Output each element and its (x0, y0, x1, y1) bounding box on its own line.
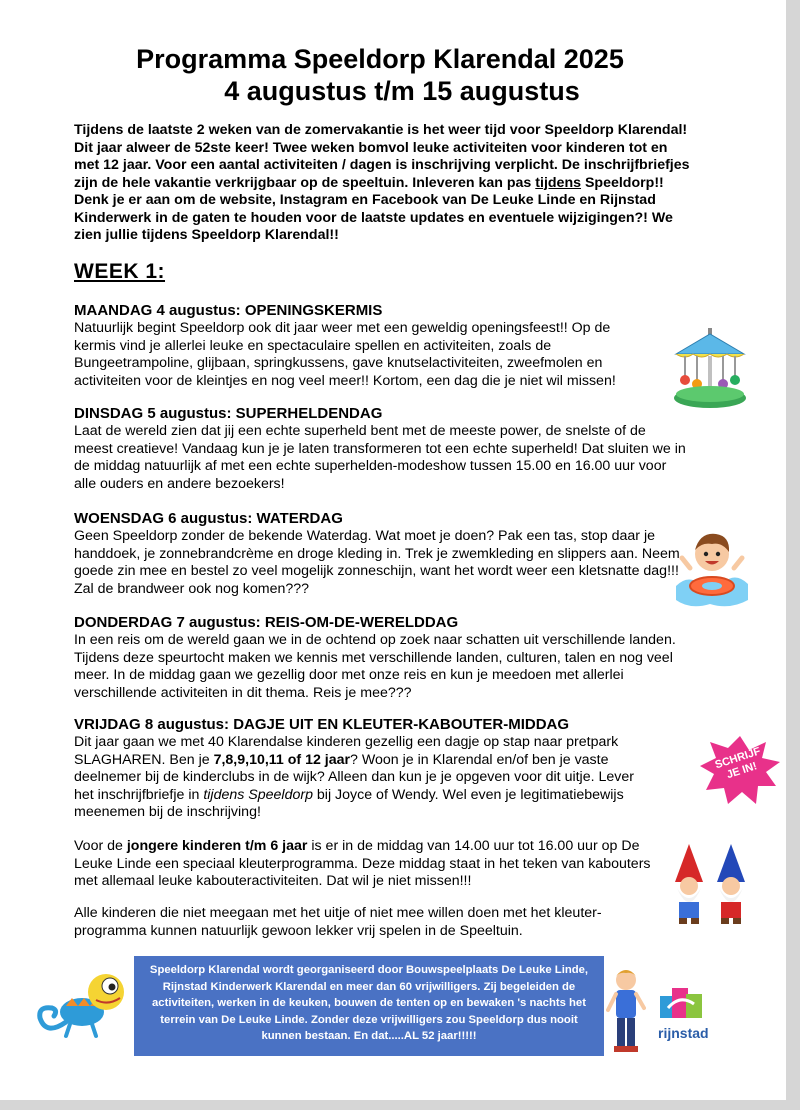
signup-stamp-text: SCHRIJF JE IN! (713, 745, 763, 782)
kleuter-paragraph: Voor de jongere kinderen t/m 6 jaar is er in de middag van 14.00 uur tot 16.00 uur op De Leuke Linde een speciaal kleuterprogramma. Deze middag staat in het teken van kabouters met allemaal leuke kabouteractiviteiten. Dat wil je niet missen!!! (74, 838, 651, 889)
day-heading: VRIJDAG 8 augustus: DAGJE UIT EN KLEUTER-KABOUTER-MIDDAG (74, 716, 570, 733)
day-monday (74, 302, 686, 390)
day-wednesday (74, 510, 686, 598)
day-text: Dit jaar gaan we met 40 Klarendalse kinderen gezellig een dagje op stap naar pretpark SLAGHAREN. Ben je 7,8,9,10,11 of 12 jaar? Woon je in Klarendal en/of ben je vaste deelnemer bij de kinderclubs in de wijk? Alleen dan kun je je opgeven voor dit uitje. Lever het inschrijfbriefje in tijdens Speeldorp bij Joyce of Wendy. Wel even je legitimatiebewijs meenemen bij de inschrijving! (74, 734, 634, 820)
rijnstad-logo-text: rijnstad (658, 1025, 709, 1041)
intro-paragraph: Tijdens de laatste 2 weken van de zomervakantie is het weer tijd voor Speeldorp Klarendal! Dit jaar alweer de 52ste keer! Twee weken bomvol leuke activiteiten voor kinderen tot en met 12 jaar. Voor een aantal activiteiten / dagen is inschrijving verplicht. De inschrijfbriefjes zijn de hele vakantie verkrijgbaar op de speeltuin. Inleveren kan pas tijdens Speeldorp!! Denk je er aan om de website, Instagram en Facebook van De Leuke Linde en Rijnstad Kinderwerk in de gaten te houden voor de laatste updates en eventuele wijzigingen?! We zien jullie tijdens Speeldorp Klarendal!! (74, 122, 690, 243)
day-text: In een reis om de wereld gaan we in de ochtend op zoek naar schatten uit verschillende landen. Tijdens deze speurtocht maken we kennis met verschillende landen, culturen, talen en nog veel meer. In de middag gaan we gezellig door met onze reis en kun je meedoen met allerlei verschillende activiteiten in dit thema. Reis je mee??? (74, 632, 676, 701)
swimming-boy-illustration (670, 524, 752, 610)
gnomes-illustration (665, 842, 757, 928)
page-subtitle: 4 augustus t/m 15 augustus (224, 76, 580, 106)
day-thursday (74, 614, 686, 702)
day-heading: WOENSDAG 6 augustus: WATERDAG (74, 510, 343, 527)
day-heading: MAANDAG 4 augustus: OPENINGSKERMIS (74, 302, 383, 319)
carousel-illustration (672, 326, 748, 412)
day-tuesday (74, 405, 686, 493)
day-heading: DONDERDAG 7 augustus: REIS-OM-DE-WERELDDAG (74, 614, 459, 631)
day-text: Natuurlijk begint Speeldorp ook dit jaar weer met een geweldig openingsfeest!! Op de kermis vind je allerlei leuke en spectaculaire spellen en activiteiten, zoals de Bungeetrampoline, glijbaan, springkussens, gave knutselactiviteiten, zweefmolen en activiteiten voor de kleintjes en nog veel meer!! Kortom, een dag die je niet wil missen! (74, 320, 616, 389)
page-shadow-bottom (0, 1100, 800, 1110)
page-title: Programma Speeldorp Klarendal 2025 (136, 44, 624, 74)
day-friday (74, 716, 686, 822)
footer-banner: Speeldorp Klarendal wordt georganiseerd door Bouwspeelplaats De Leuke Linde, Rijnstad Kinderwerk Klarendal en meer dan 60 vrijwilligers. Zij begeleiden de activiteiten, werken in de keuken, bouwen de tenten op en bewaken 's nachts het terrein van De Leuke Linde. Zonder deze vrijwilligers zou Speeldorp dus nooit kunnen bestaan. En dat.....AL 52 jaar!!!!! (134, 956, 604, 1056)
kid-illustration (606, 966, 646, 1054)
day-heading: DINSDAG 5 augustus: SUPERHELDENDAG (74, 405, 383, 422)
rijnstad-logo (656, 982, 706, 1024)
day-text: Laat de wereld zien dat jij een echte superheld bent met de meeste power, de snelste of de meest creatieve! Vandaag kun je je laten transformeren tot een echte superheld! Dat sluiten we in de middag natuurlijk af met een echte superhelden-modeshow tussen 15.00 en 16.00 uur voor alle ouders en andere bezoekers! (74, 423, 686, 492)
chameleon-illustration (36, 966, 132, 1042)
page-shadow-right (786, 0, 800, 1110)
closing-paragraph: Alle kinderen die niet meegaan met het uitje of niet mee willen doen met het kleuter-programma kunnen natuurlijk gewoon lekker vrij spelen in de Speeltuin. (74, 905, 602, 939)
day-text: Geen Speeldorp zonder de bekende Waterdag. Wat moet je doen? Pak een tas, stop daar je handdoek, je zonnebrandcrème en droge kleding in. Trek je zwemkleding en slippers aan. Neem goede zin mee en bestel zo veel mogelijk zonneschijn, want het wordt weer een kletsnatte dag!!! Zal de brandweer ook nog komen??? (74, 528, 680, 597)
week-heading: WEEK 1: (74, 260, 166, 283)
